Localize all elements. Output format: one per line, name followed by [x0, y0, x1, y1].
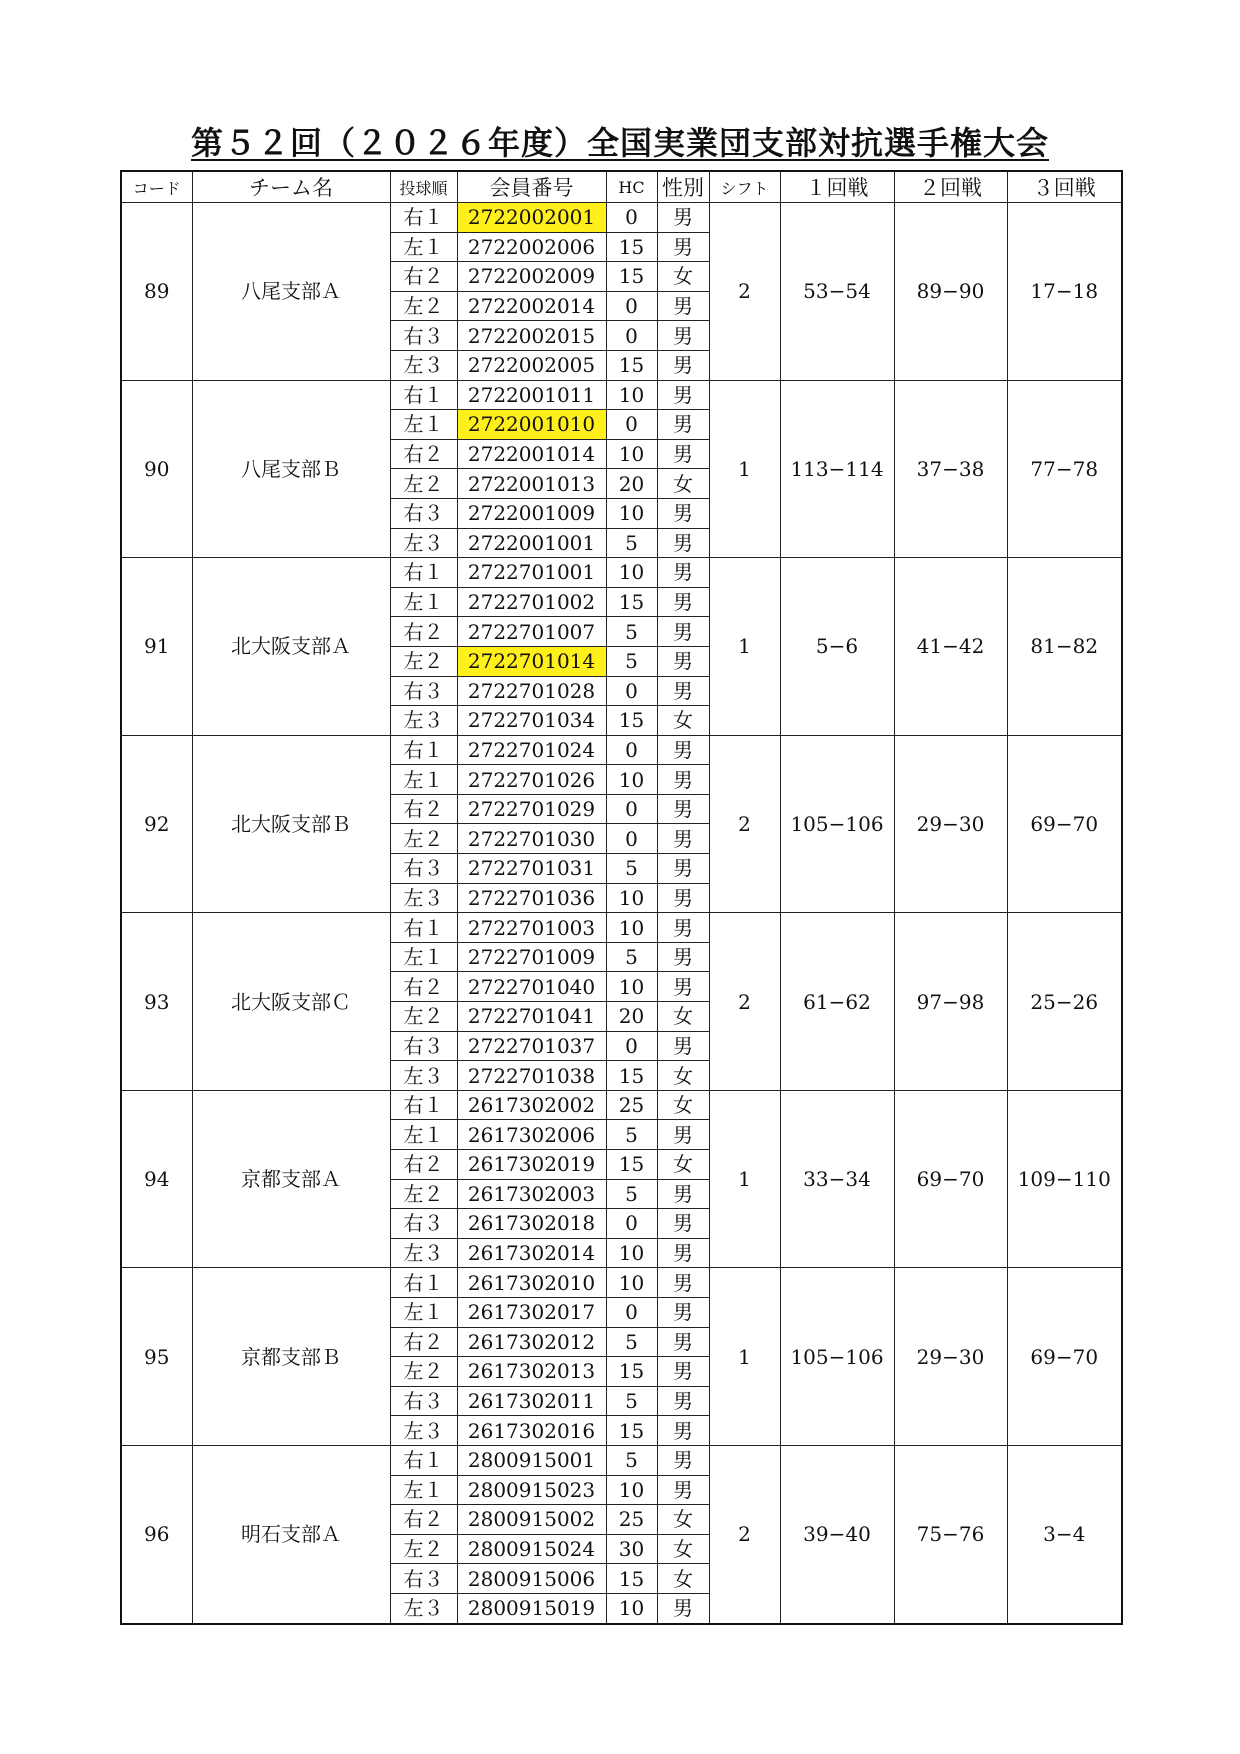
throw-order: 左３ [390, 1416, 457, 1446]
roster-body [121, 203, 1122, 1624]
handicap: 5 [606, 942, 657, 972]
throw-order: 右１ [390, 203, 457, 233]
member-number: 2722701007 [457, 617, 606, 647]
member-number: 2722701041 [457, 1002, 606, 1032]
handicap: 10 [606, 380, 657, 410]
throw-order: 右２ [390, 1327, 457, 1357]
round1-lanes: 61−62 [780, 913, 894, 1091]
throw-order: 右１ [390, 558, 457, 588]
page-title [0, 118, 1240, 164]
player-row [121, 1445, 1122, 1475]
sex: 男 [657, 439, 709, 469]
handicap: 5 [606, 646, 657, 676]
sex: 男 [657, 528, 709, 558]
handicap: 5 [606, 1386, 657, 1416]
member-number: 2800915019 [457, 1593, 606, 1623]
throw-order: 左３ [390, 1593, 457, 1623]
handicap: 10 [606, 1238, 657, 1268]
sex: 女 [657, 1090, 709, 1120]
throw-order: 左３ [390, 883, 457, 913]
round3-lanes: 77−78 [1007, 380, 1122, 558]
member-number: 2722701038 [457, 1061, 606, 1091]
throw-order: 右１ [390, 1445, 457, 1475]
handicap: 0 [606, 735, 657, 765]
member-number: 2617302002 [457, 1090, 606, 1120]
member-number: 2722001013 [457, 469, 606, 499]
team-code: 92 [121, 735, 192, 913]
team-code: 95 [121, 1268, 192, 1446]
player-row [121, 203, 1122, 233]
sex: 男 [657, 558, 709, 588]
roster-table [120, 170, 1123, 1625]
team-name: 京都支部Ｂ [192, 1268, 390, 1446]
member-number: 2722701034 [457, 706, 606, 736]
round2-lanes: 75−76 [894, 1445, 1007, 1623]
throw-order: 左３ [390, 706, 457, 736]
throw-order: 右２ [390, 439, 457, 469]
sex: 女 [657, 1150, 709, 1180]
player-row [121, 558, 1122, 588]
sex: 男 [657, 972, 709, 1002]
sex: 男 [657, 1445, 709, 1475]
team-name: 北大阪支部Ａ [192, 558, 390, 736]
sex: 男 [657, 1475, 709, 1505]
member-number: 2722001014 [457, 439, 606, 469]
throw-order: 右２ [390, 617, 457, 647]
sex: 男 [657, 854, 709, 884]
member-number: 2722002005 [457, 350, 606, 380]
sex: 男 [657, 321, 709, 351]
throw-order: 右２ [390, 972, 457, 1002]
sex: 男 [657, 1120, 709, 1150]
player-row [121, 380, 1122, 410]
member-number: 2722002009 [457, 262, 606, 292]
member-number: 2800915002 [457, 1505, 606, 1535]
shift: 2 [709, 735, 780, 913]
handicap: 15 [606, 232, 657, 262]
member-number: 2722002006 [457, 232, 606, 262]
throw-order: 右２ [390, 1150, 457, 1180]
sex: 男 [657, 291, 709, 321]
member-number: 2800915001 [457, 1445, 606, 1475]
throw-order: 右３ [390, 1031, 457, 1061]
sex: 女 [657, 262, 709, 292]
throw-order: 右３ [390, 1209, 457, 1239]
throw-order: 左３ [390, 1061, 457, 1091]
sex: 男 [657, 676, 709, 706]
sex: 女 [657, 1061, 709, 1091]
throw-order: 左２ [390, 1179, 457, 1209]
member-number: 2722001011 [457, 380, 606, 410]
handicap: 15 [606, 1061, 657, 1091]
throw-order: 左２ [390, 824, 457, 854]
handicap: 10 [606, 558, 657, 588]
handicap: 10 [606, 972, 657, 1002]
handicap: 0 [606, 1031, 657, 1061]
member-number: 2722701014 [457, 646, 606, 676]
sex: 男 [657, 1209, 709, 1239]
member-number: 2722701040 [457, 972, 606, 1002]
member-number: 2617302011 [457, 1386, 606, 1416]
sex: 男 [657, 232, 709, 262]
sex: 男 [657, 410, 709, 440]
header-team: チーム名 [192, 171, 390, 203]
sex: 男 [657, 1386, 709, 1416]
round2-lanes: 97−98 [894, 913, 1007, 1091]
member-number: 2722701026 [457, 765, 606, 795]
team-name: 北大阪支部Ｃ [192, 913, 390, 1091]
round2-lanes: 37−38 [894, 380, 1007, 558]
round2-lanes: 41−42 [894, 558, 1007, 736]
player-row [121, 735, 1122, 765]
throw-order: 右２ [390, 262, 457, 292]
shift: 2 [709, 1445, 780, 1623]
sex: 男 [657, 203, 709, 233]
throw-order: 左１ [390, 765, 457, 795]
sex: 男 [657, 646, 709, 676]
sex: 男 [657, 765, 709, 795]
sex: 男 [657, 1416, 709, 1446]
team-name: 北大阪支部Ｂ [192, 735, 390, 913]
throw-order: 右２ [390, 1505, 457, 1535]
header-hc: HC [606, 171, 657, 203]
header-member: 会員番号 [457, 171, 606, 203]
round3-lanes: 17−18 [1007, 203, 1122, 381]
header-shift: シフト [709, 171, 780, 203]
sex: 男 [657, 587, 709, 617]
throw-order: 左１ [390, 1297, 457, 1327]
handicap: 0 [606, 676, 657, 706]
sex: 女 [657, 469, 709, 499]
handicap: 15 [606, 1150, 657, 1180]
member-number: 2722701009 [457, 942, 606, 972]
handicap: 10 [606, 439, 657, 469]
throw-order: 左２ [390, 1534, 457, 1564]
sex: 男 [657, 883, 709, 913]
shift: 1 [709, 558, 780, 736]
throw-order: 左１ [390, 410, 457, 440]
handicap: 10 [606, 883, 657, 913]
handicap: 5 [606, 1327, 657, 1357]
member-number: 2617302006 [457, 1120, 606, 1150]
member-number: 2617302016 [457, 1416, 606, 1446]
throw-order: 左１ [390, 587, 457, 617]
throw-order: 右３ [390, 321, 457, 351]
member-number: 2617302019 [457, 1150, 606, 1180]
handicap: 5 [606, 1120, 657, 1150]
member-number: 2722701003 [457, 913, 606, 943]
throw-order: 左２ [390, 1002, 457, 1032]
round2-lanes: 69−70 [894, 1090, 1007, 1268]
round3-lanes: 69−70 [1007, 1268, 1122, 1446]
page-title-text: 第５２回（２０２６年度）全国実業団支部対抗選手権大会 [190, 124, 1049, 162]
handicap: 30 [606, 1534, 657, 1564]
round3-lanes: 69−70 [1007, 735, 1122, 913]
shift: 1 [709, 1090, 780, 1268]
sex: 男 [657, 1327, 709, 1357]
throw-order: 左２ [390, 469, 457, 499]
handicap: 15 [606, 1416, 657, 1446]
member-number: 2722701037 [457, 1031, 606, 1061]
team-name: 八尾支部Ａ [192, 203, 390, 381]
member-number: 2722701024 [457, 735, 606, 765]
sex: 男 [657, 1179, 709, 1209]
sex: 男 [657, 913, 709, 943]
handicap: 10 [606, 498, 657, 528]
throw-order: 左２ [390, 646, 457, 676]
handicap: 5 [606, 528, 657, 558]
throw-order: 右３ [390, 676, 457, 706]
handicap: 15 [606, 587, 657, 617]
member-number: 2722001010 [457, 410, 606, 440]
sex: 男 [657, 380, 709, 410]
handicap: 0 [606, 203, 657, 233]
sex: 女 [657, 1505, 709, 1535]
round1-lanes: 53−54 [780, 203, 894, 381]
header-sex: 性別 [657, 171, 709, 203]
member-number: 2722701001 [457, 558, 606, 588]
team-code: 89 [121, 203, 192, 381]
throw-order: 左１ [390, 1475, 457, 1505]
handicap: 15 [606, 262, 657, 292]
handicap: 25 [606, 1505, 657, 1535]
sex: 男 [657, 1031, 709, 1061]
member-number: 2722701028 [457, 676, 606, 706]
header-order: 投球順 [390, 171, 457, 203]
header-round3: ３回戦 [1007, 171, 1122, 203]
player-row [121, 1090, 1122, 1120]
round1-lanes: 105−106 [780, 1268, 894, 1446]
member-number: 2722701002 [457, 587, 606, 617]
throw-order: 左２ [390, 1357, 457, 1387]
handicap: 10 [606, 1475, 657, 1505]
handicap: 0 [606, 321, 657, 351]
member-number: 2800915023 [457, 1475, 606, 1505]
member-number: 2617302014 [457, 1238, 606, 1268]
team-code: 94 [121, 1090, 192, 1268]
member-number: 2722001001 [457, 528, 606, 558]
round3-lanes: 81−82 [1007, 558, 1122, 736]
sex: 男 [657, 1238, 709, 1268]
team-code: 96 [121, 1445, 192, 1623]
throw-order: 右１ [390, 1090, 457, 1120]
team-name: 明石支部Ａ [192, 1445, 390, 1623]
member-number: 2617302018 [457, 1209, 606, 1239]
member-number: 2617302012 [457, 1327, 606, 1357]
throw-order: 右１ [390, 380, 457, 410]
sex: 女 [657, 1002, 709, 1032]
member-number: 2722002014 [457, 291, 606, 321]
player-row [121, 1268, 1122, 1298]
member-number: 2722701036 [457, 883, 606, 913]
header-round2: ２回戦 [894, 171, 1007, 203]
member-number: 2722002001 [457, 203, 606, 233]
throw-order: 右３ [390, 854, 457, 884]
handicap: 0 [606, 291, 657, 321]
member-number: 2722001009 [457, 498, 606, 528]
handicap: 5 [606, 1179, 657, 1209]
team-name: 八尾支部Ｂ [192, 380, 390, 558]
handicap: 10 [606, 765, 657, 795]
round2-lanes: 29−30 [894, 1268, 1007, 1446]
handicap: 25 [606, 1090, 657, 1120]
handicap: 15 [606, 1564, 657, 1594]
throw-order: 右２ [390, 794, 457, 824]
sex: 女 [657, 1564, 709, 1594]
throw-order: 左１ [390, 232, 457, 262]
team-code: 91 [121, 558, 192, 736]
round2-lanes: 89−90 [894, 203, 1007, 381]
sex: 男 [657, 824, 709, 854]
round1-lanes: 39−40 [780, 1445, 894, 1623]
team-code: 90 [121, 380, 192, 558]
handicap: 15 [606, 706, 657, 736]
throw-order: 左３ [390, 528, 457, 558]
round1-lanes: 5−6 [780, 558, 894, 736]
throw-order: 右１ [390, 913, 457, 943]
player-row [121, 913, 1122, 943]
member-number: 2722002015 [457, 321, 606, 351]
throw-order: 左１ [390, 942, 457, 972]
member-number: 2617302010 [457, 1268, 606, 1298]
throw-order: 左３ [390, 1238, 457, 1268]
handicap: 0 [606, 410, 657, 440]
sex: 男 [657, 350, 709, 380]
sex: 男 [657, 1593, 709, 1623]
handicap: 15 [606, 350, 657, 380]
handicap: 0 [606, 794, 657, 824]
sex: 男 [657, 735, 709, 765]
header-row [121, 171, 1122, 203]
header-round1: １回戦 [780, 171, 894, 203]
shift: 2 [709, 913, 780, 1091]
throw-order: 左１ [390, 1120, 457, 1150]
sex: 男 [657, 1357, 709, 1387]
shift: 2 [709, 203, 780, 381]
handicap: 5 [606, 617, 657, 647]
round1-lanes: 113−114 [780, 380, 894, 558]
member-number: 2617302003 [457, 1179, 606, 1209]
header-code: コード [121, 171, 192, 203]
shift: 1 [709, 1268, 780, 1446]
throw-order: 右３ [390, 498, 457, 528]
round1-lanes: 33−34 [780, 1090, 894, 1268]
member-number: 2800915024 [457, 1534, 606, 1564]
handicap: 0 [606, 1209, 657, 1239]
sex: 男 [657, 1297, 709, 1327]
sex: 男 [657, 1268, 709, 1298]
member-number: 2722701029 [457, 794, 606, 824]
sex: 男 [657, 794, 709, 824]
member-number: 2617302013 [457, 1357, 606, 1387]
sex: 男 [657, 942, 709, 972]
round3-lanes: 25−26 [1007, 913, 1122, 1091]
round1-lanes: 105−106 [780, 735, 894, 913]
handicap: 10 [606, 913, 657, 943]
round2-lanes: 29−30 [894, 735, 1007, 913]
handicap: 10 [606, 1593, 657, 1623]
handicap: 20 [606, 469, 657, 499]
shift: 1 [709, 380, 780, 558]
team-code: 93 [121, 913, 192, 1091]
throw-order: 右１ [390, 1268, 457, 1298]
handicap: 0 [606, 824, 657, 854]
handicap: 20 [606, 1002, 657, 1032]
handicap: 10 [606, 1268, 657, 1298]
sex: 女 [657, 1534, 709, 1564]
handicap: 0 [606, 1297, 657, 1327]
handicap: 15 [606, 1357, 657, 1387]
throw-order: 右１ [390, 735, 457, 765]
member-number: 2800915006 [457, 1564, 606, 1594]
throw-order: 左３ [390, 350, 457, 380]
member-number: 2722701031 [457, 854, 606, 884]
round3-lanes: 109−110 [1007, 1090, 1122, 1268]
member-number: 2722701030 [457, 824, 606, 854]
handicap: 5 [606, 1445, 657, 1475]
sex: 男 [657, 498, 709, 528]
member-number: 2617302017 [457, 1297, 606, 1327]
sex: 男 [657, 617, 709, 647]
handicap: 5 [606, 854, 657, 884]
throw-order: 右３ [390, 1564, 457, 1594]
throw-order: 左２ [390, 291, 457, 321]
team-name: 京都支部Ａ [192, 1090, 390, 1268]
sex: 女 [657, 706, 709, 736]
round3-lanes: 3−4 [1007, 1445, 1122, 1623]
throw-order: 右３ [390, 1386, 457, 1416]
